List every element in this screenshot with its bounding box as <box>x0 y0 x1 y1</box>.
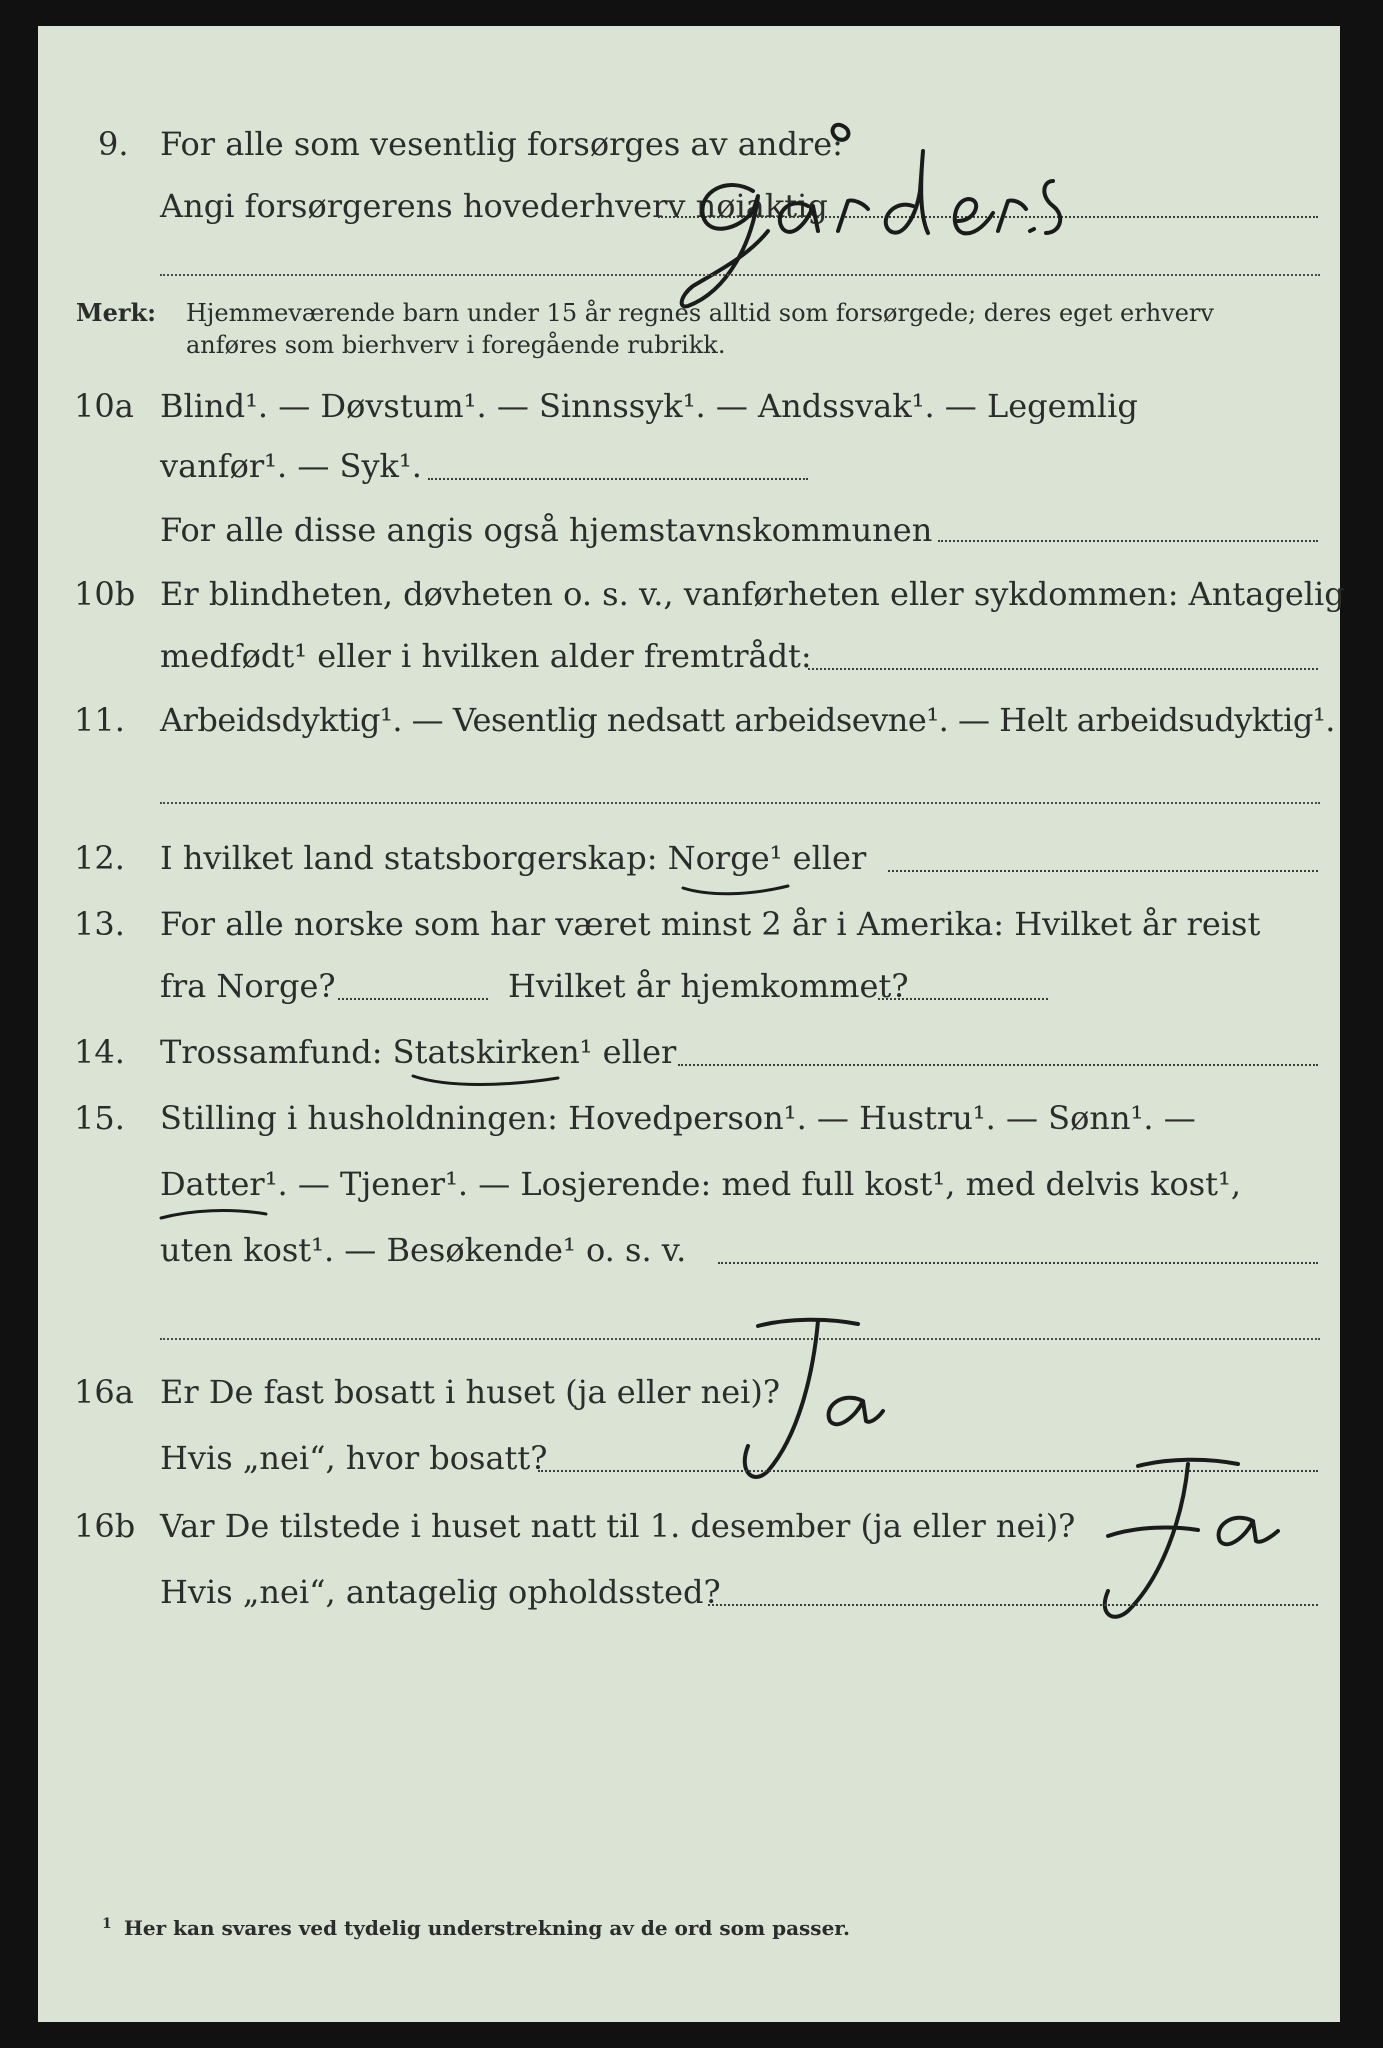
merk-line1: Hjemmeværende barn under 15 år regnes alltid som forsørgede; deres eget erhverv <box>186 299 1214 327</box>
q11-extra-line[interactable] <box>160 802 1320 804</box>
q9-question-line1: For alle som vesentlig forsørges av andre: <box>160 125 843 163</box>
q14-number: 14. <box>74 1033 125 1071</box>
q15-answer-field[interactable] <box>718 1262 1318 1264</box>
q12-number: 12. <box>74 839 125 877</box>
q13-number: 13. <box>74 905 125 943</box>
q10a-question-line2: vanfør¹. — Syk¹. <box>160 447 422 485</box>
census-form-page <box>38 26 1345 2022</box>
q10a-number: 10a <box>74 387 134 425</box>
q14-answer-field[interactable] <box>678 1064 1318 1066</box>
q12-answer-field[interactable] <box>888 870 1318 872</box>
q16a-number: 16a <box>74 1373 134 1411</box>
q16b-question-line1: Var De tilstede i huset natt til 1. desember (ja eller nei)? <box>160 1507 1076 1545</box>
q11-number: 11. <box>74 701 125 739</box>
q13-question-line2b: Hvilket år hjemkommet? <box>508 967 909 1005</box>
q9-extra-line[interactable] <box>160 274 1320 276</box>
merk-label: Merk: <box>76 298 156 327</box>
q9-handwritten-answer <box>658 121 1078 321</box>
q13-question-line2a: fra Norge? <box>160 967 336 1005</box>
q13-question-line1: For alle norske som har været minst 2 år i Amerika: Hvilket år reist <box>160 905 1261 943</box>
q9-number: 9. <box>98 125 129 163</box>
q10b-question-line1: Er blindheten, døvheten o. s. v., vanførheten eller sykdommen: Antagelig <box>160 575 1345 613</box>
q13-departure-year-field[interactable] <box>338 998 488 1000</box>
q10a-answer-field[interactable] <box>428 478 808 480</box>
q15-question-line3: uten kost¹. — Besøkende¹ o. s. v. <box>160 1231 687 1269</box>
q16b-handwritten-answer <box>1038 1426 1298 1646</box>
q15-question-line1: Stilling i husholdningen: Hovedperson¹. — Hustru¹. — Sønn¹. — <box>160 1099 1196 1137</box>
footnote-mark: 1 <box>102 1916 112 1932</box>
q10b-answer-field[interactable] <box>808 668 1318 670</box>
q11-question-line1: Arbeidsdyktig¹. — Vesentlig nedsatt arbeidsevne¹. — Helt arbeidsudyktig¹. <box>160 701 1335 739</box>
q14-statskirken-underline <box>408 1068 568 1098</box>
q10b-number: 10b <box>74 575 136 613</box>
q16b-number: 16b <box>74 1507 136 1545</box>
q15-question-line2: Datter¹. — Tjener¹. — Losjerende: med full kost¹, med delvis kost¹, <box>160 1165 1242 1203</box>
footnote-text: Her kan svares ved tydelig understrekning av de ord som passer. <box>124 1916 850 1940</box>
q16b-whereabouts-field[interactable] <box>708 1604 1318 1606</box>
q15-datter-underline <box>156 1202 276 1232</box>
q12-norge-underline <box>678 876 798 906</box>
q16a-question-line2: Hvis „nei“, hvor bosatt? <box>160 1439 548 1477</box>
q16a-question-line1: Er De fast bosatt i huset (ja eller nei)? <box>160 1373 781 1411</box>
q14-question-line1: Trossamfund: Statskirken¹ eller <box>160 1033 677 1071</box>
merk-line2: anføres som bierhverv i foregående rubrikk. <box>186 331 726 359</box>
q10a-question-line3: For alle disse angis også hjemstavnskommunen <box>160 511 933 549</box>
q12-question-line1: I hvilket land statsborgerskap: Norge¹ eller <box>160 839 867 877</box>
q10a-question-line1: Blind¹. — Døvstum¹. — Sinnssyk¹. — Andssvak¹. — Legemlig <box>160 387 1138 425</box>
q15-number: 15. <box>74 1099 125 1137</box>
q10b-question-line2: medfødt¹ eller i hvilken alder fremtrådt: <box>160 637 812 675</box>
q9-question-line2: Angi forsørgerens hovederhverv nøiaktig <box>160 187 828 225</box>
q16b-question-line2: Hvis „nei“, antagelig opholdssted? <box>160 1573 721 1611</box>
q16a-handwritten-answer <box>718 1296 918 1496</box>
q10a-municipality-field[interactable] <box>938 540 1318 542</box>
q13-return-year-field[interactable] <box>878 998 1048 1000</box>
